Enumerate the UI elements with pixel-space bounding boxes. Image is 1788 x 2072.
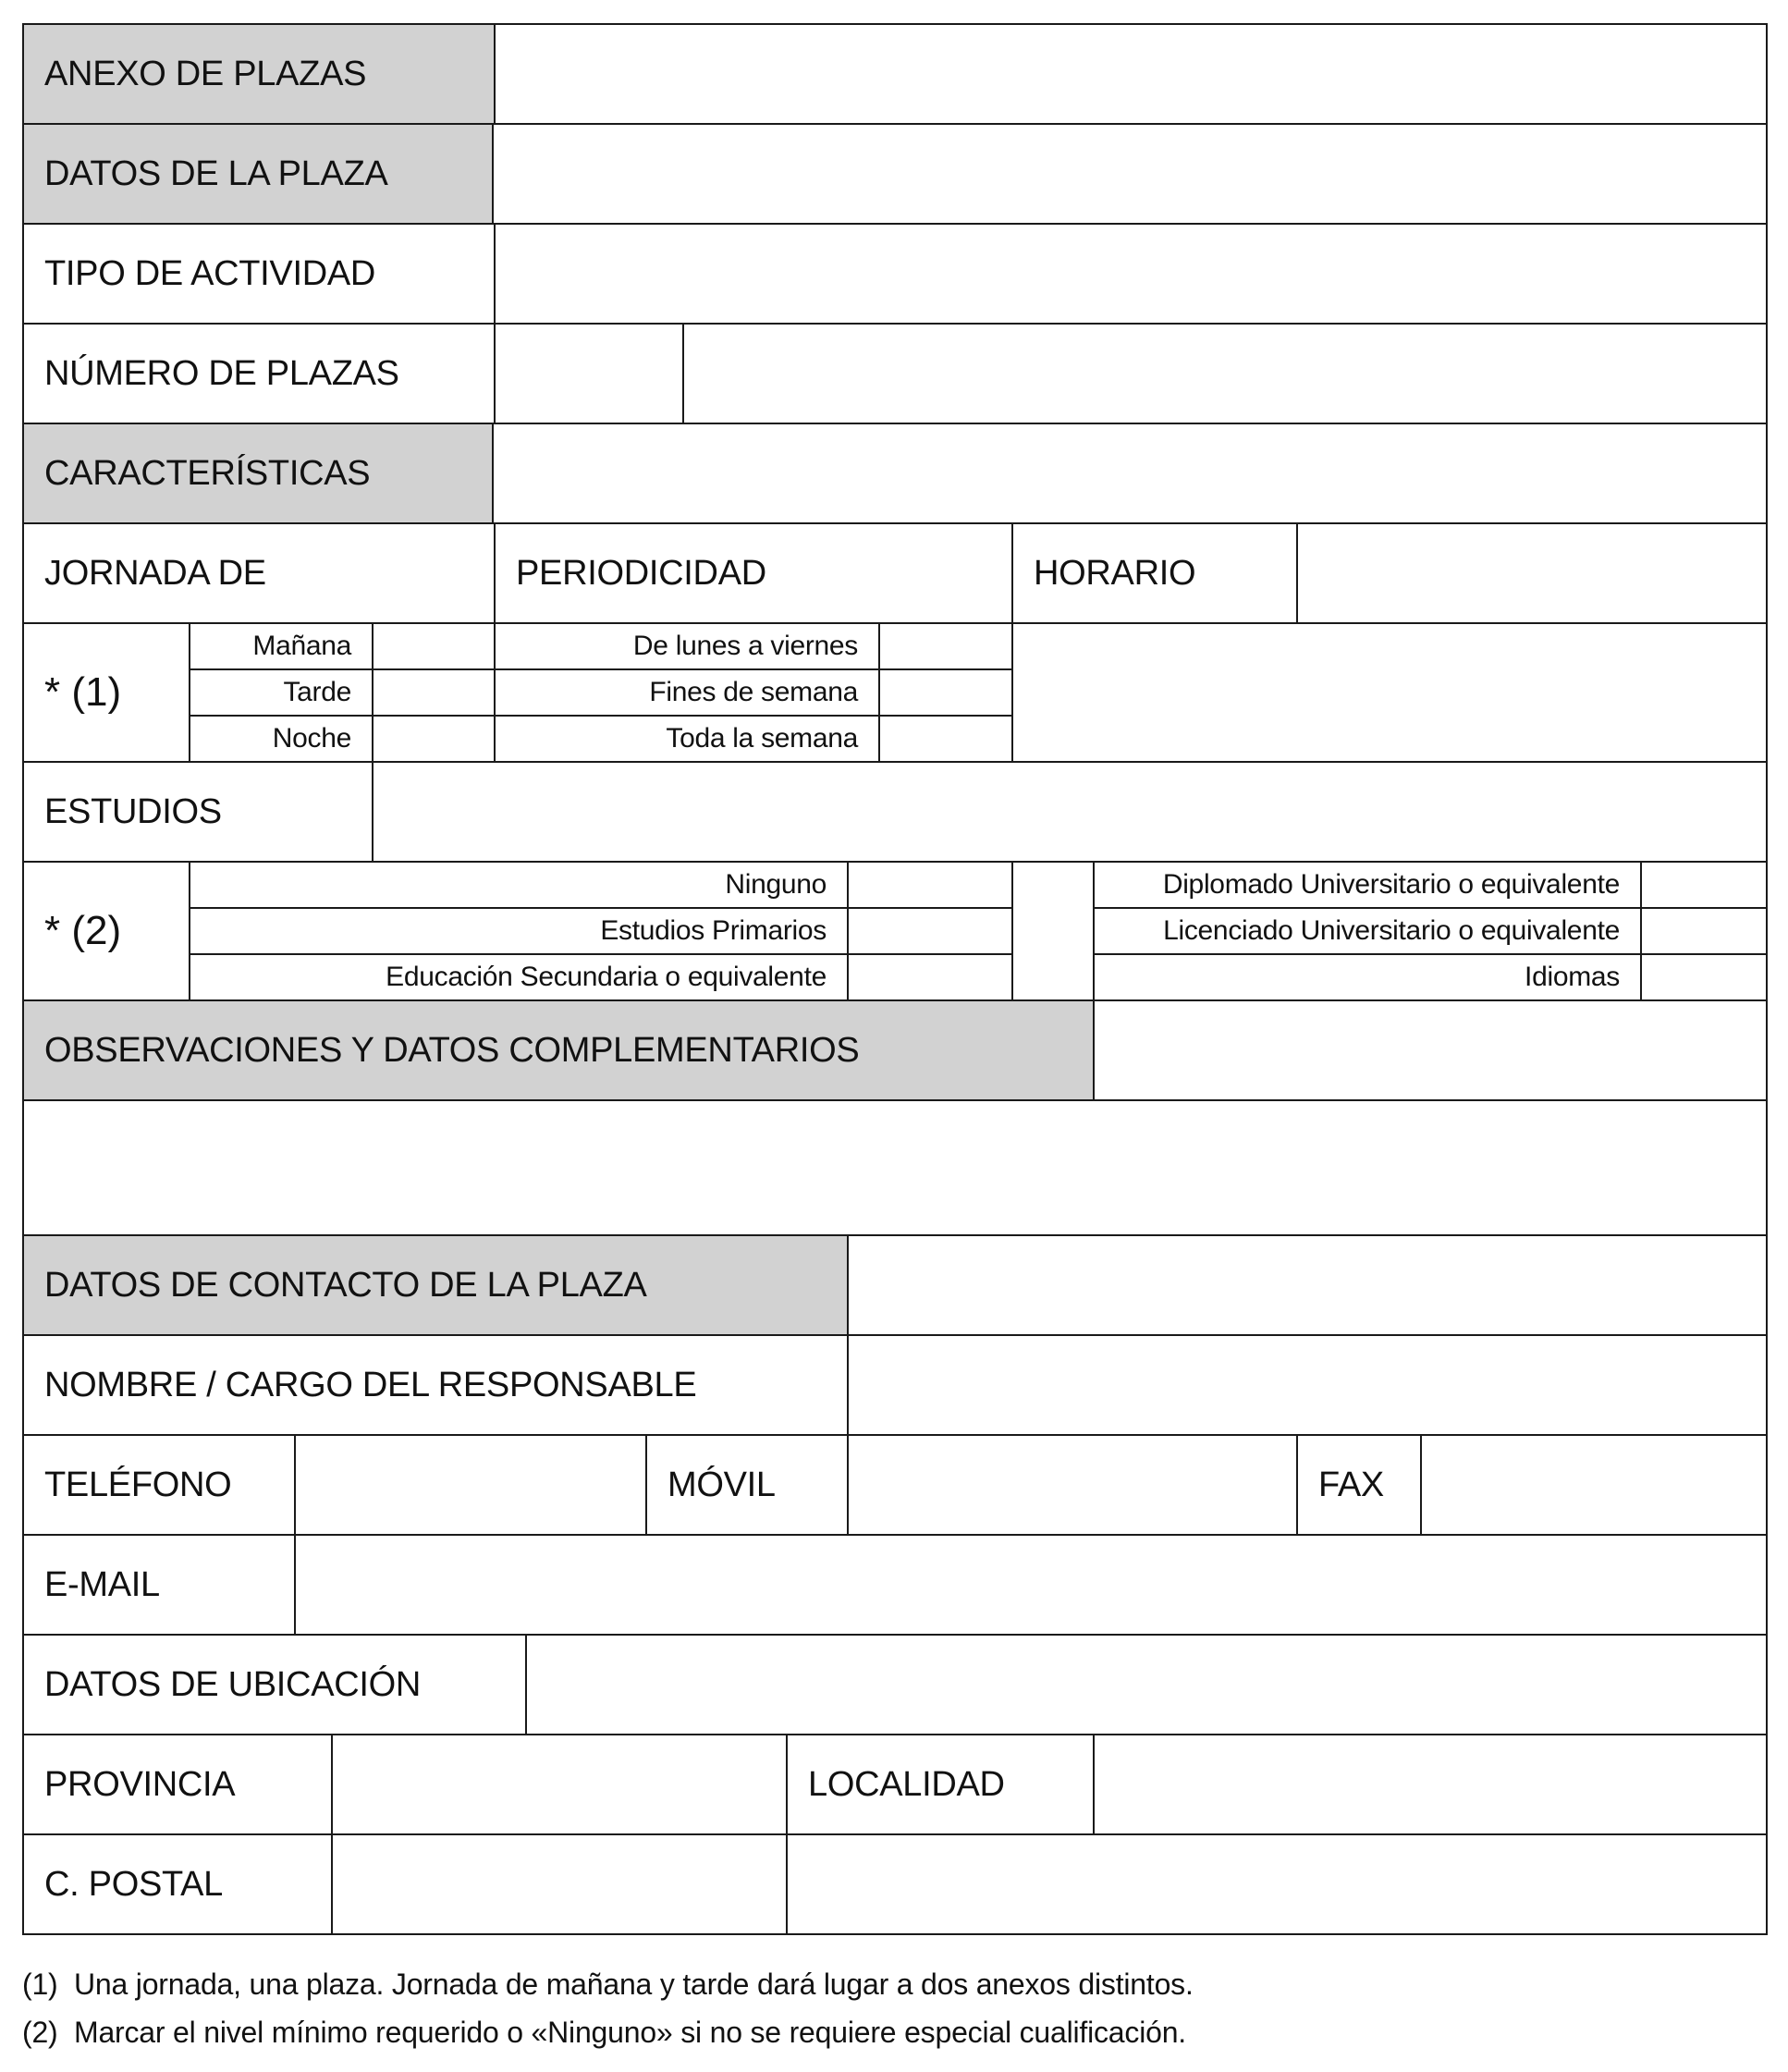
footnote-1-number: (1) bbox=[22, 1968, 58, 2001]
horario-detail-field[interactable] bbox=[1011, 622, 1768, 763]
contacto-field[interactable] bbox=[847, 1234, 1768, 1336]
estudios-checkbox-ninguno[interactable] bbox=[847, 861, 1013, 909]
contacto-title: DATOS DE CONTACTO DE LA PLAZA bbox=[22, 1234, 849, 1336]
estudios-marker: * (2) bbox=[22, 861, 190, 1001]
responsable-field[interactable] bbox=[847, 1334, 1768, 1436]
numero-plazas-extra[interactable] bbox=[682, 323, 1768, 424]
horario-field[interactable] bbox=[1296, 522, 1768, 624]
footnote-1-text: Una jornada, una plaza. Jornada de mañana y tarde dará lugar a dos anexos distintos. bbox=[74, 1968, 1194, 2001]
datos-plaza-title: DATOS DE LA PLAZA bbox=[22, 123, 494, 225]
periodicidad-checkbox-toda-semana[interactable] bbox=[878, 715, 1013, 763]
datos-plaza-field[interactable] bbox=[492, 123, 1768, 225]
estudios-checkbox-primarios[interactable] bbox=[847, 907, 1013, 955]
localidad-field[interactable] bbox=[1093, 1734, 1768, 1835]
jornada-option-manana: Mañana bbox=[189, 622, 374, 670]
telefono-label: TELÉFONO bbox=[22, 1434, 296, 1536]
observaciones-side-field[interactable] bbox=[1093, 999, 1768, 1101]
estudios-option-secundaria: Educación Secundaria o equivalente bbox=[189, 953, 849, 1001]
periodicidad-option-lunes-viernes: De lunes a viernes bbox=[494, 622, 880, 670]
movil-label: MÓVIL bbox=[645, 1434, 849, 1536]
estudios-option-idiomas: Idiomas bbox=[1093, 953, 1642, 1001]
periodicidad-checkbox-lunes-viernes[interactable] bbox=[878, 622, 1013, 670]
ubicacion-field[interactable] bbox=[525, 1634, 1768, 1735]
periodicidad-checkbox-fines-semana[interactable] bbox=[878, 668, 1013, 717]
postal-label: C. POSTAL bbox=[22, 1833, 333, 1935]
numero-plazas-field[interactable] bbox=[494, 323, 684, 424]
estudios-option-licenciado: Licenciado Universitario o equivalente bbox=[1093, 907, 1642, 955]
periodicidad-option-toda-semana: Toda la semana bbox=[494, 715, 880, 763]
postal-field[interactable] bbox=[331, 1833, 788, 1935]
caracteristicas-field[interactable] bbox=[492, 423, 1768, 524]
estudios-checkbox-idiomas[interactable] bbox=[1640, 953, 1768, 1001]
footnote-2-number: (2) bbox=[22, 2016, 58, 2049]
footnote-2 bbox=[22, 2016, 1186, 2050]
estudios-option-ninguno: Ninguno bbox=[189, 861, 849, 909]
jornada-checkbox-manana[interactable] bbox=[372, 622, 496, 670]
telefono-field[interactable] bbox=[294, 1434, 647, 1536]
email-label: E-MAIL bbox=[22, 1534, 296, 1636]
jornada-option-noche: Noche bbox=[189, 715, 374, 763]
estudios-checkbox-diplomado[interactable] bbox=[1640, 861, 1768, 909]
provincia-label: PROVINCIA bbox=[22, 1734, 333, 1835]
anexo-title: ANEXO DE PLAZAS bbox=[22, 23, 496, 125]
jornada-checkbox-noche[interactable] bbox=[372, 715, 496, 763]
anexo-field[interactable] bbox=[494, 23, 1768, 125]
horario-label: HORARIO bbox=[1011, 522, 1298, 624]
periodicidad-label: PERIODICIDAD bbox=[494, 522, 1013, 624]
jornada-marker: * (1) bbox=[22, 622, 190, 763]
localidad-label: LOCALIDAD bbox=[786, 1734, 1095, 1835]
estudios-checkbox-secundaria[interactable] bbox=[847, 953, 1013, 1001]
tipo-actividad-field[interactable] bbox=[494, 223, 1768, 325]
numero-plazas-label: NÚMERO DE PLAZAS bbox=[22, 323, 496, 424]
observaciones-field[interactable] bbox=[22, 1099, 1768, 1236]
movil-field[interactable] bbox=[847, 1434, 1298, 1536]
footnote-1 bbox=[22, 1968, 1194, 2002]
estudios-option-primarios: Estudios Primarios bbox=[189, 907, 849, 955]
footnote-2-text: Marcar el nivel mínimo requerido o «Ninguno» si no se requiere especial cualificación. bbox=[74, 2016, 1186, 2049]
jornada-checkbox-tarde[interactable] bbox=[372, 668, 496, 717]
estudios-checkbox-licenciado[interactable] bbox=[1640, 907, 1768, 955]
jornada-option-tarde: Tarde bbox=[189, 668, 374, 717]
provincia-field[interactable] bbox=[331, 1734, 788, 1835]
estudios-spacer bbox=[1011, 861, 1095, 1001]
email-field[interactable] bbox=[294, 1534, 1768, 1636]
estudios-option-diplomado: Diplomado Universitario o equivalente bbox=[1093, 861, 1642, 909]
tipo-actividad-label: TIPO DE ACTIVIDAD bbox=[22, 223, 496, 325]
jornada-label: JORNADA DE bbox=[22, 522, 496, 624]
postal-extra[interactable] bbox=[786, 1833, 1768, 1935]
responsable-label: NOMBRE / CARGO DEL RESPONSABLE bbox=[22, 1334, 849, 1436]
estudios-label: ESTUDIOS bbox=[22, 761, 374, 863]
caracteristicas-title: CARACTERÍSTICAS bbox=[22, 423, 494, 524]
fax-field[interactable] bbox=[1420, 1434, 1768, 1536]
fax-label: FAX bbox=[1296, 1434, 1422, 1536]
periodicidad-option-fines-semana: Fines de semana bbox=[494, 668, 880, 717]
observaciones-title: OBSERVACIONES Y DATOS COMPLEMENTARIOS bbox=[22, 999, 1095, 1101]
ubicacion-label: DATOS DE UBICACIÓN bbox=[22, 1634, 527, 1735]
estudios-field[interactable] bbox=[372, 761, 1768, 863]
